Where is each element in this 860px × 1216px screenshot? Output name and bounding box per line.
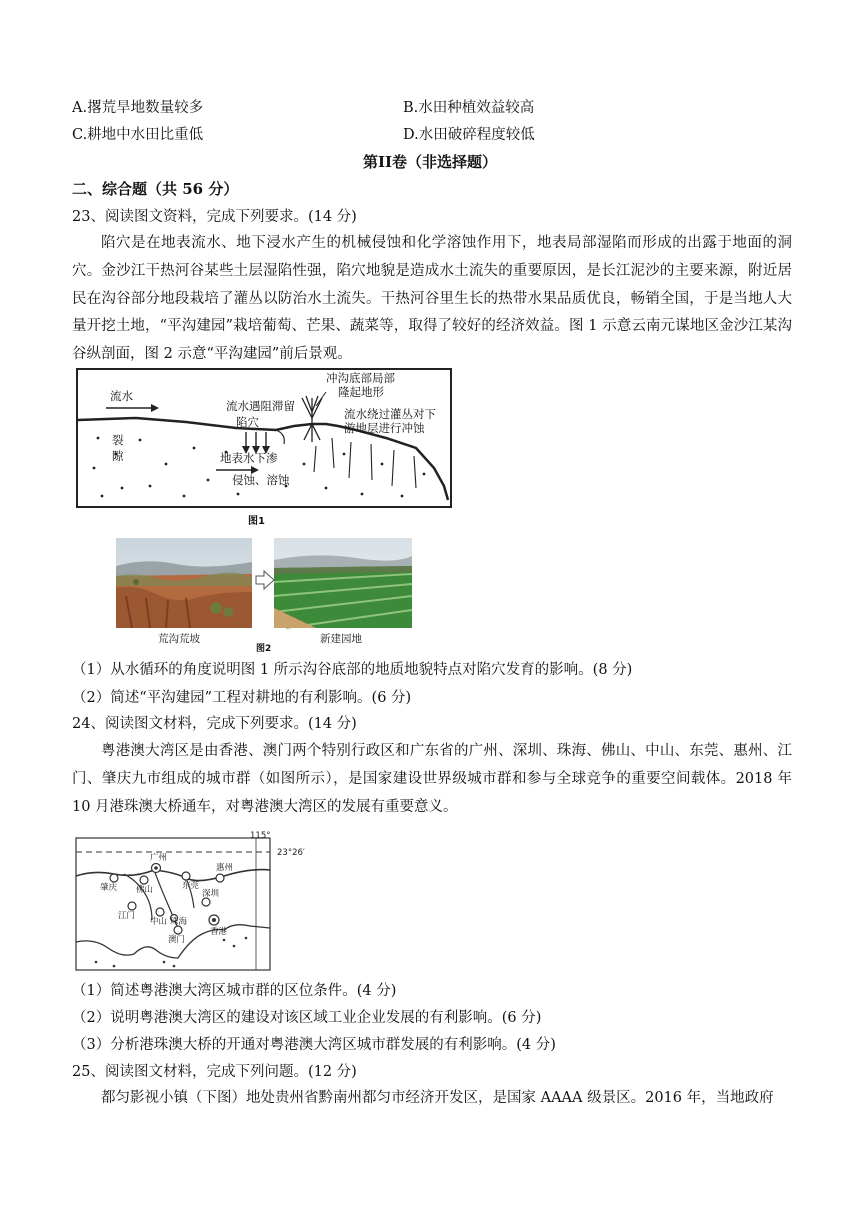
- q23-question-1: （1）从水循环的角度说明图 1 所示沟谷底部的地质地貌特点对陷穴发育的影响。(8 分): [72, 662, 633, 678]
- map-longitude: 115°: [250, 831, 271, 841]
- city-macau: 澳门: [168, 935, 186, 945]
- photo-new-orchard: [274, 538, 412, 628]
- fig2-caption: 图2: [256, 644, 272, 652]
- figure-1-valley-profile: [76, 368, 454, 534]
- fig1-label-crack-1: 裂: [112, 433, 124, 447]
- map-latitude: 23°26′: [277, 848, 305, 858]
- fig1-label-sinkhole: 陷穴: [236, 415, 259, 429]
- figure-2-landscape: [116, 538, 416, 652]
- q23-paragraph: 陷穴是在地表流水、地下浸水产生的机械侵蚀和化学溶蚀作用下，地表局部湿陷而形成的出露于地面的洞穴。金沙江干热河谷某些土层湿陷性强，陷穴地貌是造成水土流失的重要原因，是长江泥沙的主要来源，附近居民在沟谷部分地段栽培了灌丛以防治水土流失。干热河谷里生长的热带水果品质优良，畅销全国，于是当地人大量开挖土地，“平沟建园”栽培葡萄、芒果、蔬菜等，取得了较好的经济效益。图 1 示意云南元谋地区金沙江某沟谷纵剖面，图 2 示意“平沟建园”前后景观。: [72, 235, 792, 363]
- q24-stem: 24、阅读图文材料，完成下列要求。(14 分): [72, 716, 357, 732]
- fig1-label-seep: 地表水下渗: [220, 451, 278, 465]
- photo-barren-gully: [116, 538, 252, 628]
- option-d: D.水田破碎程度较低: [403, 127, 535, 143]
- fig1-label-crack-2: 隙: [112, 449, 124, 463]
- fig1-label-uplift-1: 冲沟底部局部: [326, 371, 395, 385]
- fig2-right-label: 新建园地: [320, 633, 362, 645]
- fig1-caption: 图1: [248, 516, 265, 527]
- city-dongguan: 东莞: [182, 881, 200, 891]
- q25-stem: 25、阅读图文材料，完成下列问题。(12 分): [72, 1064, 357, 1080]
- fig2-left-label: 荒沟荒坡: [158, 633, 200, 645]
- option-a: A.撂荒旱地数量较多: [72, 100, 204, 116]
- fig1-label-bypass-2: 游地层进行冲蚀: [344, 421, 425, 435]
- volume-title: 第II卷（非选择题）: [362, 153, 498, 171]
- city-shenzhen: 深圳: [202, 889, 220, 899]
- q23-question-2: （2）简述“平沟建园”工程对耕地的有利影响。(6 分): [72, 690, 412, 706]
- fig1-label-blocked: 流水遇阻滞留: [226, 399, 295, 413]
- city-zhongshan: 中山: [150, 917, 168, 927]
- q24-question-1: （1）简述粤港澳大湾区城市群的区位条件。(4 分): [72, 983, 397, 999]
- fig1-label-erosion: 侵蚀、溶蚀: [232, 473, 290, 487]
- q23-stem: 23、阅读图文资料，完成下列要求。(14 分): [72, 209, 357, 225]
- fig1-label-flow: 流水: [110, 389, 133, 403]
- gba-map: [74, 830, 312, 974]
- city-foshan: 佛山: [136, 885, 154, 895]
- q24-paragraph: 粤港澳大湾区是由香港、澳门两个特别行政区和广东省的广州、深圳、珠海、佛山、中山、东莞、惠州、江门、肇庆九市组成的城市群（如图所示），是国家建设世界级城市群和参与全球竞争的重要空间载体。2018 年 10 月港珠澳大桥通车，对粤港澳大湾区的发展有重要意义。: [72, 743, 792, 815]
- city-guangzhou: 广州: [150, 853, 168, 863]
- q24-question-2: （2）说明粤港澳大湾区的建设对该区域工业企业发展的有利影响。(6 分): [72, 1010, 542, 1026]
- city-jiangmen: 江门: [118, 911, 136, 921]
- city-zhuhai: 珠海: [170, 917, 188, 927]
- section-title: 二、综合题（共 56 分）: [72, 180, 239, 198]
- option-b: B.水田种植效益较高: [403, 100, 535, 116]
- city-zhaoqing: 肇庆: [100, 883, 118, 893]
- q25-paragraph: 都匀影视小镇（下图）地处贵州省黔南州都匀市经济开发区，是国家 AAAA 级景区。2016 年，当地政府: [101, 1090, 774, 1106]
- city-huizhou: 惠州: [216, 863, 234, 873]
- fig1-label-bypass-1: 流水绕过灌丛对下: [344, 407, 436, 421]
- fig1-label-uplift-2: 隆起地形: [338, 385, 384, 399]
- city-hongkong: 香港: [210, 927, 228, 937]
- option-c: C.耕地中水田比重低: [72, 127, 204, 143]
- q24-question-3: （3）分析港珠澳大桥的开通对粤港澳大湾区城市群发展的有利影响。(4 分): [72, 1037, 556, 1053]
